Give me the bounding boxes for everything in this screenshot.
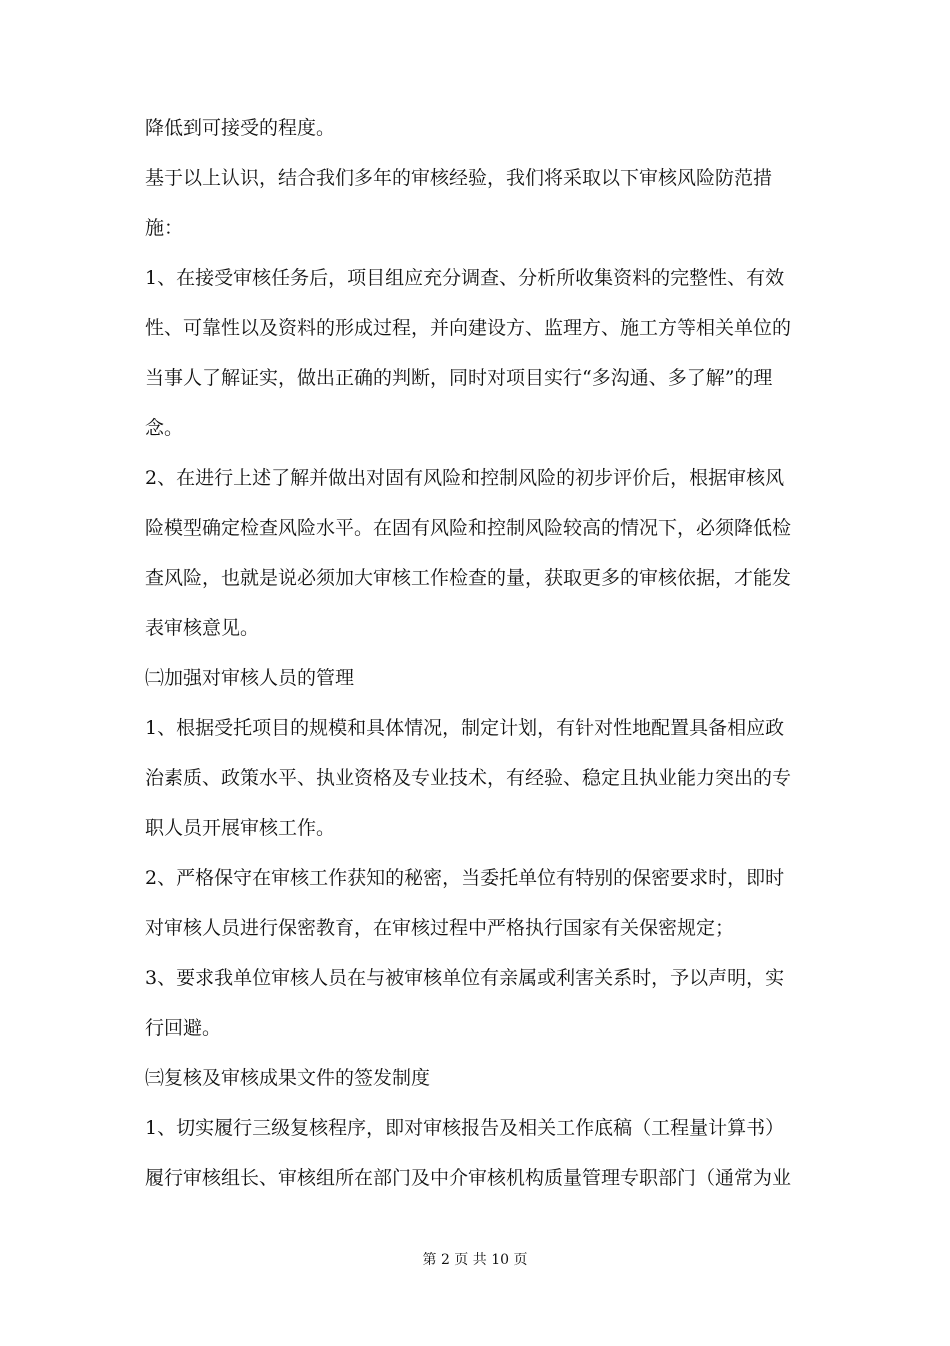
text-line: 表审核意见。	[145, 617, 260, 639]
text-line: 1、根据受托项目的规模和具体情况，制定计划，有针对性地配置具备相应政	[145, 717, 785, 739]
text-line: 1、在接受审核任务后，项目组应充分调查、分析所收集资料的完整性、有效	[145, 267, 785, 289]
text-line: 3、要求我单位审核人员在与被审核单位有亲属或利害关系时，予以声明，实	[145, 967, 785, 989]
page-footer: 第 2 页 共 10 页	[422, 1252, 528, 1268]
text-line: 2、在进行上述了解并做出对固有风险和控制风险的初步评价后，根据审核风	[145, 467, 785, 489]
text-line: 性、可靠性以及资料的形成过程，并向建设方、监理方、施工方等相关单位的	[145, 317, 792, 339]
text-line: 施：	[145, 217, 184, 239]
text-line: 1、切实履行三级复核程序，即对审核报告及相关工作底稿（工程量计算书）	[145, 1117, 785, 1139]
text-line: 行回避。	[145, 1017, 222, 1039]
section-heading: ㈢复核及审核成果文件的签发制度	[145, 1067, 431, 1089]
text-line: 查风险，也就是说必须加大审核工作检查的量，获取更多的审核依据，才能发	[145, 567, 792, 589]
text-line: 对审核人员进行保密教育，在审核过程中严格执行国家有关保密规定；	[145, 917, 735, 939]
text-line: 2、严格保守在审核工作获知的秘密，当委托单位有特别的保密要求时，即时	[145, 867, 785, 889]
text-line: 职人员开展审核工作。	[145, 817, 336, 839]
text-line: 当事人了解证实，做出正确的判断，同时对项目实行“多沟通、多了解”的理	[145, 367, 773, 389]
text-line: 履行审核组长、审核组所在部门及中介审核机构质量管理专职部门（通常为业	[145, 1167, 792, 1189]
section-heading: ㈡加强对审核人员的管理	[145, 667, 355, 689]
text-line: 降低到可接受的程度。	[145, 117, 336, 139]
text-line: 治素质、政策水平、执业资格及专业技术，有经验、稳定且执业能力突出的专	[145, 767, 792, 789]
text-line: 基于以上认识，结合我们多年的审核经验，我们将采取以下审核风险防范措	[145, 167, 773, 189]
text-line: 念。	[145, 417, 184, 439]
text-line: 险模型确定检查风险水平。在固有风险和控制风险较高的情况下，必须降低检	[145, 517, 792, 539]
